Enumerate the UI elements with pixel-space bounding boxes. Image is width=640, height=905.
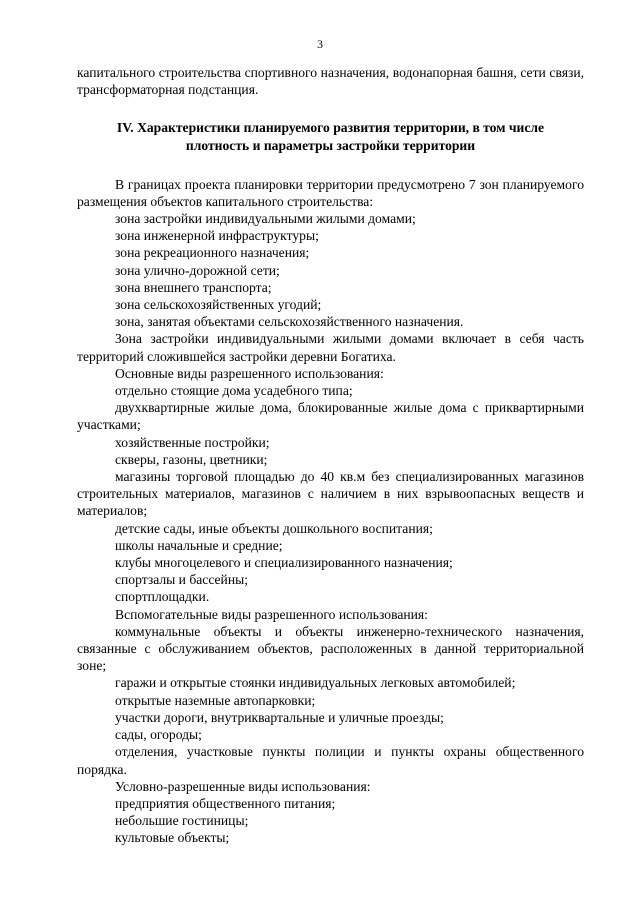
body-paragraph: скверы, газоны, цветники; bbox=[115, 451, 268, 467]
body-paragraph: зона улично-дорожной сети; bbox=[115, 262, 280, 278]
page-number: 3 bbox=[317, 37, 323, 51]
body-paragraph: отдельно стоящие дома усадебного типа; bbox=[115, 383, 353, 399]
body-paragraph: Основные виды разрешенного использования: bbox=[115, 365, 384, 381]
body-paragraph: хозяйственные постройки; bbox=[115, 434, 270, 450]
intro-paragraph: капитального строительства спортивного назначения, водонапорная башня, сети связи, трансформаторная подстанция. bbox=[77, 65, 584, 98]
body-paragraph: сады, огороды; bbox=[115, 727, 202, 743]
body-paragraph: предприятия общественного питания; bbox=[115, 795, 336, 811]
body-paragraph: клубы многоцелевого и специализированного назначения; bbox=[115, 555, 453, 571]
body-paragraph: открытые наземные автопарковки; bbox=[115, 692, 316, 708]
body-paragraph: В границах проекта планировки территории предусмотрено 7 зон планируемого размещения объектов капитального строительства: bbox=[77, 176, 584, 209]
body-paragraph: гаражи и открытые стоянки индивидуальных легковых автомобилей; bbox=[115, 675, 516, 691]
body-paragraph: культовые объекты; bbox=[115, 830, 230, 846]
body-paragraph: двухквартирные жилые дома, блокированные жилые дома с приквартирными участками; bbox=[77, 400, 584, 433]
body-paragraph: отделения, участковые пункты полиции и пункты охраны общественного порядка. bbox=[77, 744, 584, 777]
body-paragraph: зона рекреационного назначения; bbox=[115, 245, 310, 261]
body-paragraph: зона, занятая объектами сельскохозяйственного назначения. bbox=[115, 314, 464, 330]
body-paragraph: зона инженерной инфраструктуры; bbox=[115, 228, 319, 244]
page-content bbox=[77, 64, 584, 847]
body-paragraph: Условно-разрешенные виды использования: bbox=[115, 778, 371, 794]
body-paragraph: Зона застройки индивидуальными жилыми домами включает в себя часть территорий сложившейся застройки деревни Богатиха. bbox=[77, 331, 584, 364]
body-paragraph: спортзалы и бассейны; bbox=[115, 572, 249, 588]
body-paragraph: коммунальные объекты и объекты инженерно-технического назначения, связанные с обслуживанием объектов, расположенных в данной территориальной зоне; bbox=[77, 623, 584, 674]
body-paragraph: магазины торговой площадью до 40 кв.м без специализированных магазинов строительных материалов, магазинов с наличием в них взрывоопасных веществ и материалов; bbox=[77, 469, 584, 519]
body-paragraph: Вспомогательные виды разрешенного использования: bbox=[115, 606, 428, 622]
body-paragraph: зона внешнего транспорта; bbox=[115, 279, 272, 295]
body-paragraph: детские сады, иные объекты дошкольного воспитания; bbox=[115, 520, 433, 536]
body-paragraph: зона застройки индивидуальными жилыми домами; bbox=[115, 211, 416, 226]
body-paragraph: школы начальные и средние; bbox=[115, 537, 283, 553]
body-paragraph: зона сельскохозяйственных угодий; bbox=[115, 297, 322, 313]
body-paragraph: участки дороги, внутриквартальные и уличные проезды; bbox=[115, 709, 444, 725]
section-heading: IV. Характеристики планируемого развития территории, в том числе плотность и параметры застройки территории bbox=[116, 120, 545, 153]
body-paragraph: небольшие гостиницы; bbox=[115, 813, 249, 829]
body-paragraphs bbox=[77, 176, 584, 847]
body-paragraph: спортплощадки. bbox=[115, 589, 210, 605]
